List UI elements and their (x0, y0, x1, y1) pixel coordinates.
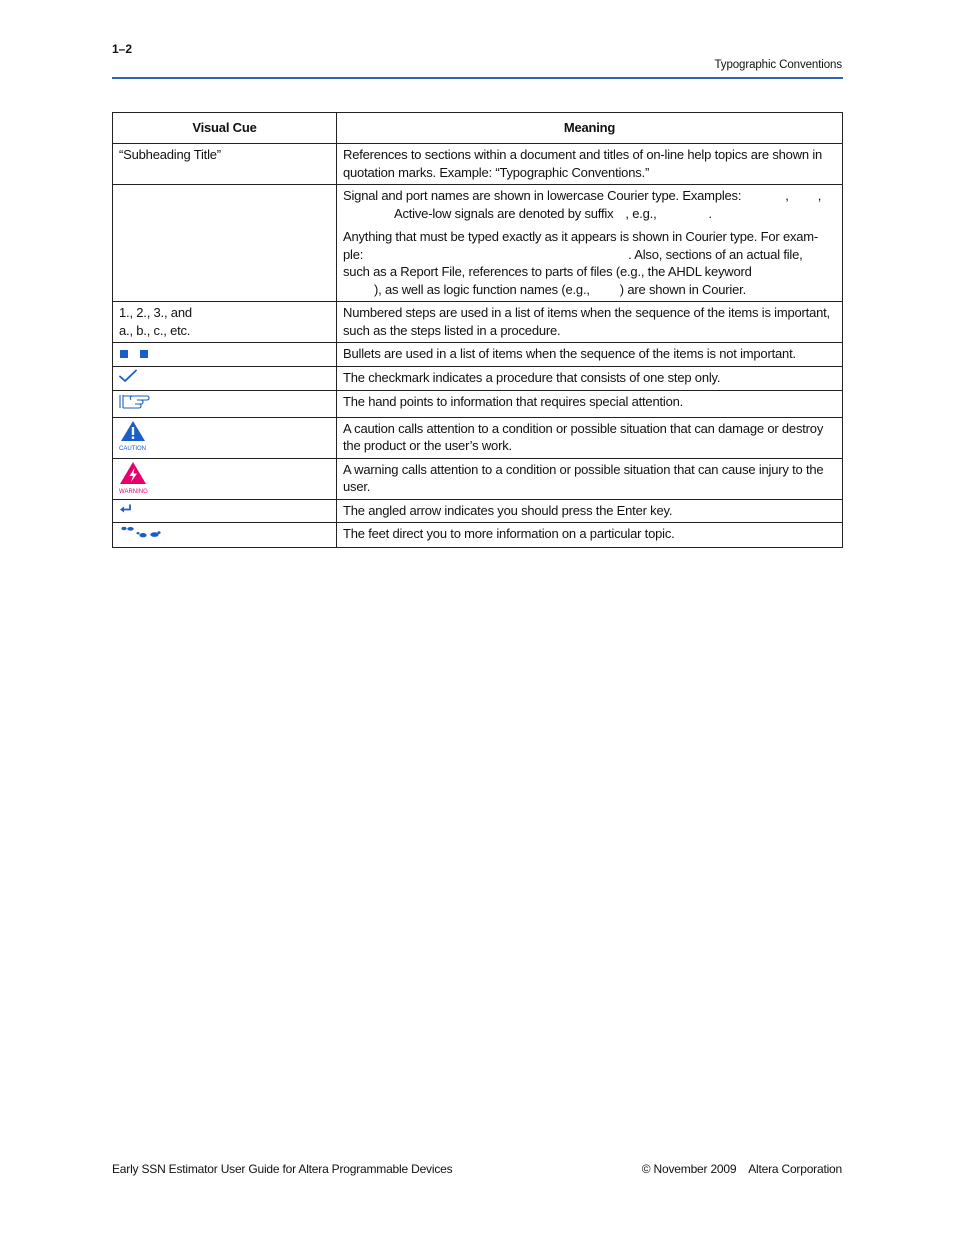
checkmark-icon (119, 369, 137, 388)
meaning-cell: The hand points to information that requires special attention. (337, 391, 843, 418)
cue-cell (113, 185, 337, 302)
footer-copyright: © November 2009 Altera Corporation (641, 1162, 842, 1176)
table-row (113, 366, 843, 391)
cue-cell (113, 499, 337, 523)
warning-icon (119, 461, 148, 496)
meaning-cell: References to sections within a document and titles of on-line help topics are shown in quotation marks. Example: “Typographic Conventions.” (337, 144, 843, 185)
table-row (113, 185, 843, 302)
meaning-cell: A caution calls attention to a condition or possible situation that can damage or destroy the product or the user’s work. (337, 417, 843, 458)
footer-document-title: Early SSN Estimator User Guide for Altera Programmable Devices (112, 1162, 453, 1176)
table-row (113, 144, 843, 185)
column-header-visual-cue: Visual Cue (113, 113, 337, 144)
table-header-row (113, 113, 843, 144)
cue-cell: 1., 2., 3., and a., b., c., etc. (113, 302, 337, 343)
warning-label: WARNING (119, 489, 148, 495)
table-row (113, 343, 843, 367)
meaning-cell: The feet direct you to more information on a particular topic. (337, 523, 843, 548)
cue-cell (113, 417, 337, 458)
meaning-cell: The angled arrow indicates you should press the Enter key. (337, 499, 843, 523)
table-row (113, 499, 843, 523)
courier-paragraph-2: Anything that must be typed exactly as it appears is shown in Courier type. For exam- ple: . Also, sections of an actual file, such as a Report File, references to parts of files (e.g., the AHDL keyword ), as well as logic function names (e.g., ) are shown in Courier. (343, 229, 819, 297)
caution-label: CAUTION (119, 446, 146, 452)
typographic-conventions-table (112, 112, 843, 548)
column-header-meaning: Meaning (337, 113, 843, 144)
footprints-icon (119, 525, 161, 544)
cue-cell: “Subheading Title” (113, 144, 337, 185)
meaning-cell: Numbered steps are used in a list of items when the sequence of the items is important, such as the steps listed in a procedure. (337, 302, 843, 343)
enter-arrow-icon (119, 502, 133, 520)
caution-icon (119, 420, 146, 453)
meaning-cell (337, 185, 843, 302)
cue-cell (113, 458, 337, 499)
table-row (113, 523, 843, 548)
table-row (113, 391, 843, 418)
cue-cell (113, 523, 337, 548)
meaning-cell: Bullets are used in a list of items when the sequence of the items is not important. (337, 343, 843, 367)
pointing-hand-icon (119, 393, 151, 414)
cue-cell (113, 366, 337, 391)
meaning-cell: A warning calls attention to a condition or possible situation that can cause injury to the user. (337, 458, 843, 499)
cue-cell (113, 391, 337, 418)
table-row (113, 417, 843, 458)
meaning-cell: The checkmark indicates a procedure that consists of one step only. (337, 366, 843, 391)
page-number: 1–2 (112, 42, 133, 56)
cue-cell (113, 343, 337, 367)
header-rule (112, 77, 843, 79)
table-row (113, 458, 843, 499)
bullet-squares-icon (119, 345, 148, 358)
table-row (113, 302, 843, 343)
courier-paragraph-1: Signal and port names are shown in lowercase Courier type. Examples: , , Active-low signals are denoted by suffix , e.g., . (343, 188, 822, 221)
section-title: Typographic Conventions (714, 59, 842, 71)
